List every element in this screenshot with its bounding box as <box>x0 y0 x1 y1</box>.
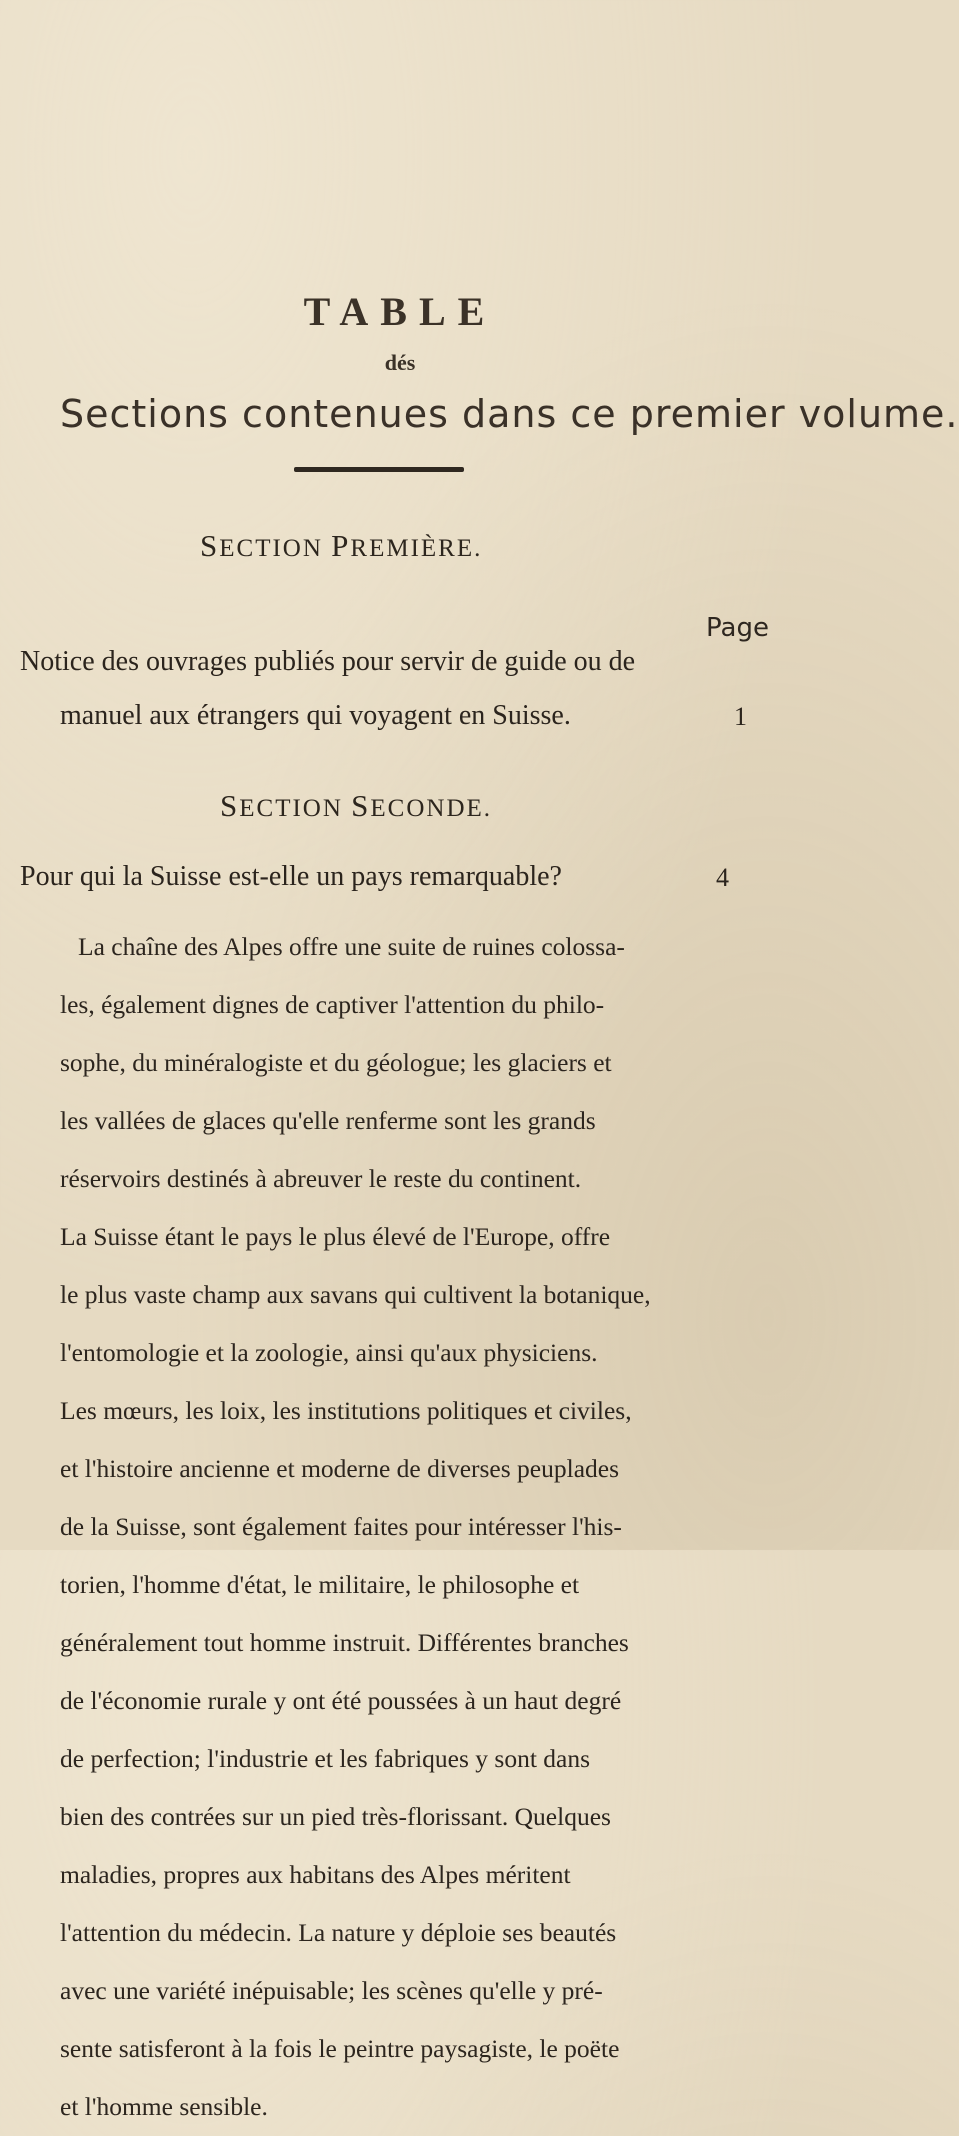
paragraph-line: bien des contrées sur un pied très-florissant. Quelques <box>60 1802 611 1831</box>
paragraph-line: généralement tout homme instruit. Différentes branches <box>60 1628 629 1657</box>
paragraph-line: les vallées de glaces qu'elle renferme sont les grands <box>60 1106 596 1135</box>
paragraph-line: sente satisferont à la fois le peintre paysagiste, le poëte <box>60 2034 620 2063</box>
page-column-label: Page <box>706 613 769 643</box>
paragraph-line: les, également dignes de captiver l'attention du philo- <box>60 990 605 1019</box>
paragraph-line: réservoirs destinés à abreuver le reste du continent. <box>60 1164 582 1193</box>
section-second-label: SECTION SECONDE. <box>220 788 493 823</box>
paragraph-line: avec une variété inépuisable; les scènes qu'elle y pré- <box>60 1976 603 2005</box>
section-second-entry-line-1: Pour qui la Suisse est-elle un pays remarquable? <box>20 861 562 892</box>
paragraph-line: maladies, propres aux habitans des Alpes méritent <box>60 1860 571 1889</box>
paragraph-line: et l'homme sensible. <box>60 2092 268 2121</box>
paragraph-line: de l'économie rurale y ont été poussées à un haut degré <box>60 1686 622 1715</box>
section-first-page-number: 1 <box>734 702 747 731</box>
paragraph-line: La chaîne des Alpes offre une suite de ruines colossa- <box>78 932 625 961</box>
page-title: TABLE <box>303 289 497 334</box>
section-second-paragraph <box>60 918 780 2136</box>
paragraph-line: et l'histoire ancienne et moderne de diverses peuplades <box>60 1454 620 1483</box>
paragraph-line: le plus vaste champ aux savans qui cultivent la botanique, <box>60 1280 651 1309</box>
contents-heading: Sections contenues dans ce premier volume. <box>60 392 959 436</box>
section-first-entry-line-2: manuel aux étrangers qui voyagent en Suisse. <box>60 700 571 731</box>
paragraph-line: Les mœurs, les loix, les institutions politiques et civiles, <box>60 1396 632 1425</box>
section-second-page-number: 4 <box>716 863 729 892</box>
section-first-label: SECTION PREMIÈRE. <box>200 528 483 563</box>
paragraph-line: La Suisse étant le pays le plus élevé de l'Europe, offre <box>60 1222 611 1251</box>
paragraph-line: de perfection; l'industrie et les fabriques y sont dans <box>60 1744 591 1773</box>
paragraph-line: torien, l'homme d'état, le militaire, le philosophe et <box>60 1570 580 1599</box>
divider-rule <box>294 467 464 472</box>
page-subtitle: dés <box>384 350 416 375</box>
paragraph-line: l'attention du médecin. La nature y déploie ses beautés <box>60 1918 617 1947</box>
paragraph-line: sophe, du minéralogiste et du géologue; les glaciers et <box>60 1048 612 1077</box>
paragraph-line: de la Suisse, sont également faites pour intéresser l'his- <box>60 1512 622 1541</box>
section-first-entry-line-1: Notice des ouvrages publiés pour servir de guide ou de <box>20 646 636 677</box>
paragraph-line: l'entomologie et la zoologie, ainsi qu'aux physiciens. <box>60 1338 598 1367</box>
